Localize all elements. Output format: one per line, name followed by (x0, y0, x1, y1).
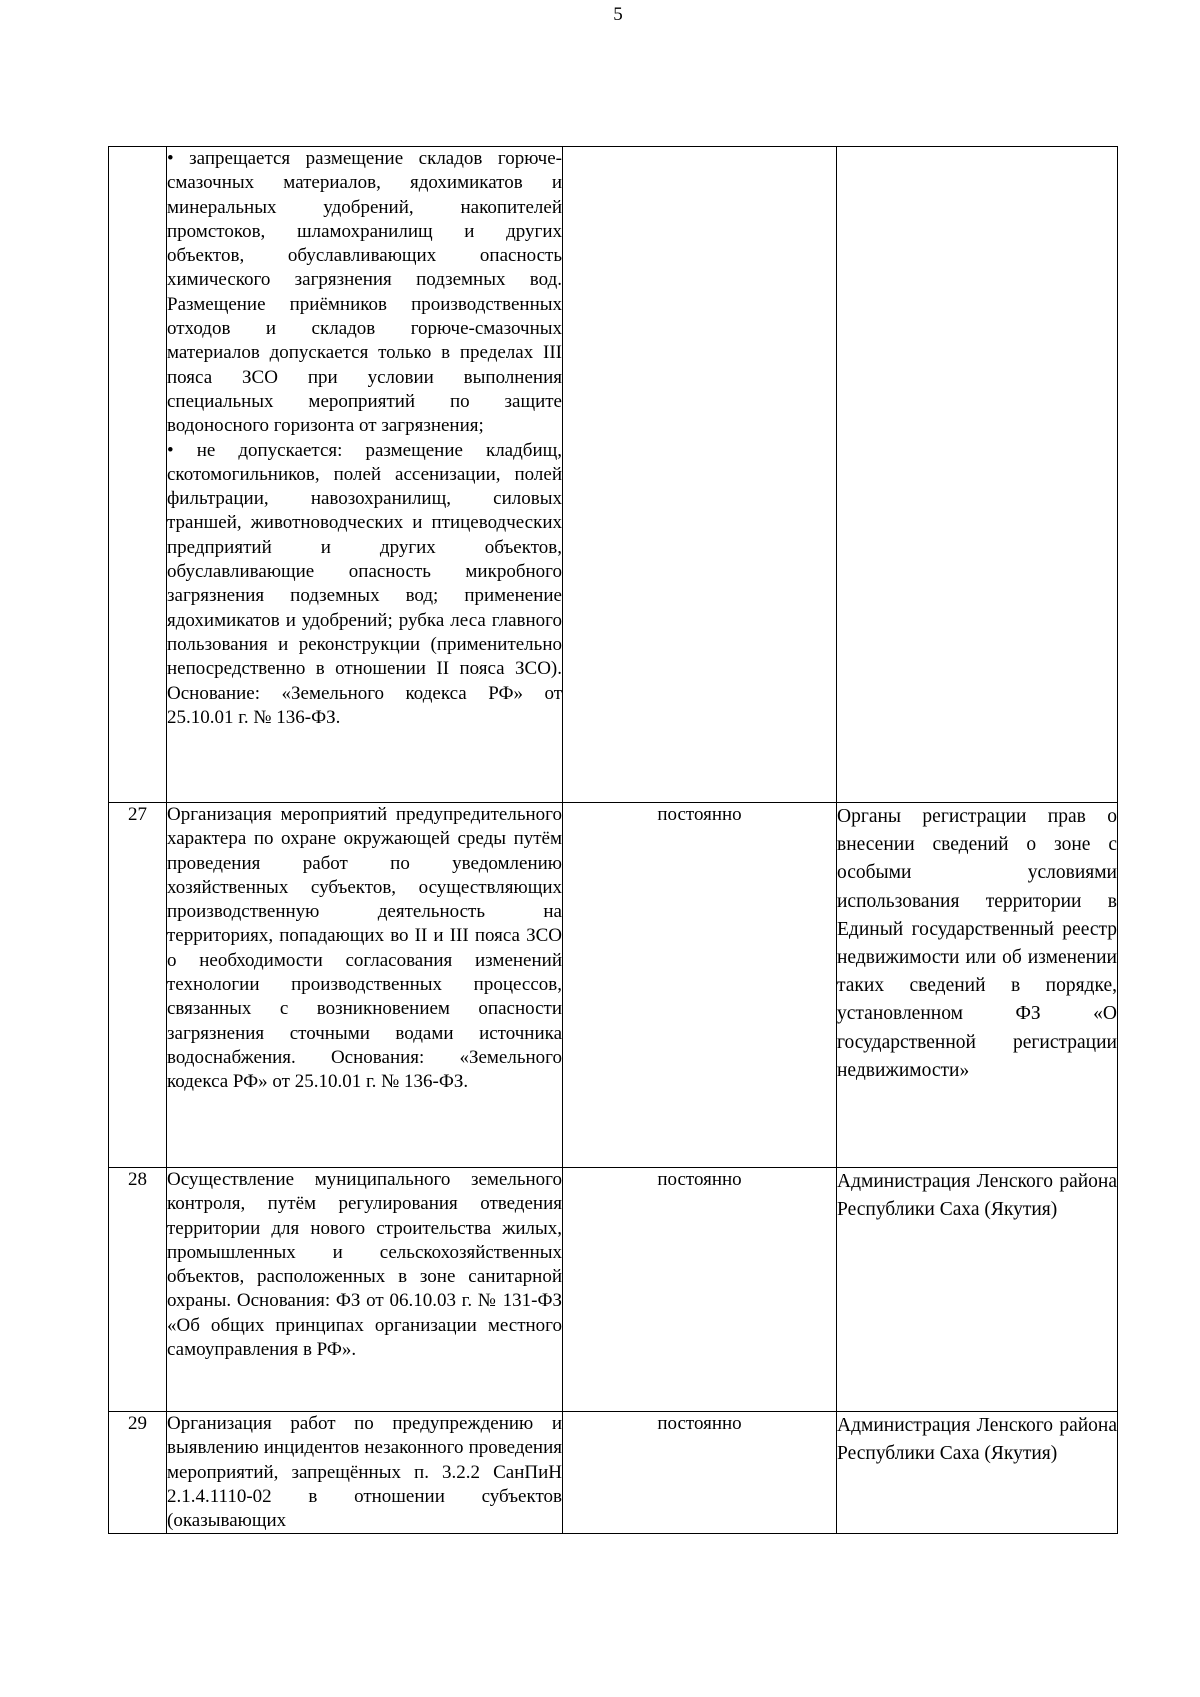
measure-description-cell (167, 147, 563, 803)
table-row (109, 147, 1118, 803)
table-row (109, 803, 1118, 1168)
measure-description: Организация работ по предупреждению и выявлению инцидентов незаконного проведения мероприятий, запрещённых п. 3.2.2 СанПиН 2.1.4.1110-02 в отношении субъектов (оказывающих (167, 1413, 562, 1532)
term-text: постоянно (657, 1413, 742, 1434)
row-number-cell: 28 (109, 1168, 167, 1412)
responsible-text: Органы регистрации прав о внесении сведений о зоне с особыми условиями использования территории в Единый государственный реестр недвижимости или об изменении таких сведений в порядке, установленном ФЗ «О государственной регистрации недвижимости» (837, 806, 1117, 1081)
measure-description-cell (167, 1168, 563, 1412)
measure-description: • запрещается размещение складов горюче-смазочных материалов, ядохимикатов и минеральных удобрений, накопителей промстоков, шламохранилищ и других объектов, обуславливающих опасность химического загрязнения подземных вод. Размещение приёмников производственных отходов и складов горюче-смазочных материалов допускается только в пределах III пояса ЗСО при условии выполнения специальных мероприятий по защите водоносного горизонта от загрязнения; • не допускается: размещение кладбищ, скотомогильников, полей ассенизации, полей фильтрации, навозохранилищ, силовых траншей, животноводческих и птицеводческих предприятий и других объектов, обуславливающие опасность микробного загрязнения подземных вод; применение ядохимикатов и удобрений; рубка леса главного пользования и реконструкции (применительно непосредственно в отношении II пояса ЗСО). Основание: «Земельного кодекса РФ» от 25.10.01 г. № 136-ФЗ. (167, 148, 562, 728)
responsible-cell (837, 147, 1118, 803)
responsible-cell (837, 803, 1118, 1168)
responsible-text: Администрация Ленского района Республики Саха (Якутия) (837, 1415, 1117, 1465)
measure-description: Осуществление муниципального земельного контроля, путём регулирования отведения территории для нового строительства жилых, промышленных и сельскохозяйственных объектов, расположенных в зоне санитарной охраны. Основания: ФЗ от 06.10.03 г. № 131-ФЗ «Об общих принципах организации местного самоуправления в РФ». (167, 1169, 562, 1361)
measures-table (108, 146, 1118, 1534)
table-row (109, 1412, 1118, 1534)
row-number-cell (109, 147, 167, 803)
page-number: 5 (613, 4, 623, 25)
row-number-cell: 29 (109, 1412, 167, 1534)
measure-description-cell (167, 1412, 563, 1534)
responsible-text: Администрация Ленского района Республики Саха (Якутия) (837, 1171, 1117, 1221)
measure-description: Организация мероприятий предупредительного характера по охране окружающей среды путём проведения работ по уведомлению хозяйственных субъектов, осуществляющих производственную деятельность на территориях, попадающих во II и III пояса ЗСО о необходимости согласования изменений технологии производственных процессов, связанных с возникновением опасности загрязнения сточными водами источника водоснабжения. Основания: «Земельного кодекса РФ» от 25.10.01 г. № 136-ФЗ. (167, 804, 562, 1093)
row-number-cell: 27 (109, 803, 167, 1168)
term-text: постоянно (657, 1169, 742, 1190)
term-cell (563, 1412, 837, 1534)
table-row (109, 1168, 1118, 1412)
term-cell (563, 803, 837, 1168)
term-text: постоянно (657, 804, 742, 825)
responsible-cell (837, 1168, 1118, 1412)
responsible-cell (837, 1412, 1118, 1534)
measure-description-cell (167, 803, 563, 1168)
term-cell (563, 147, 837, 803)
term-cell (563, 1168, 837, 1412)
